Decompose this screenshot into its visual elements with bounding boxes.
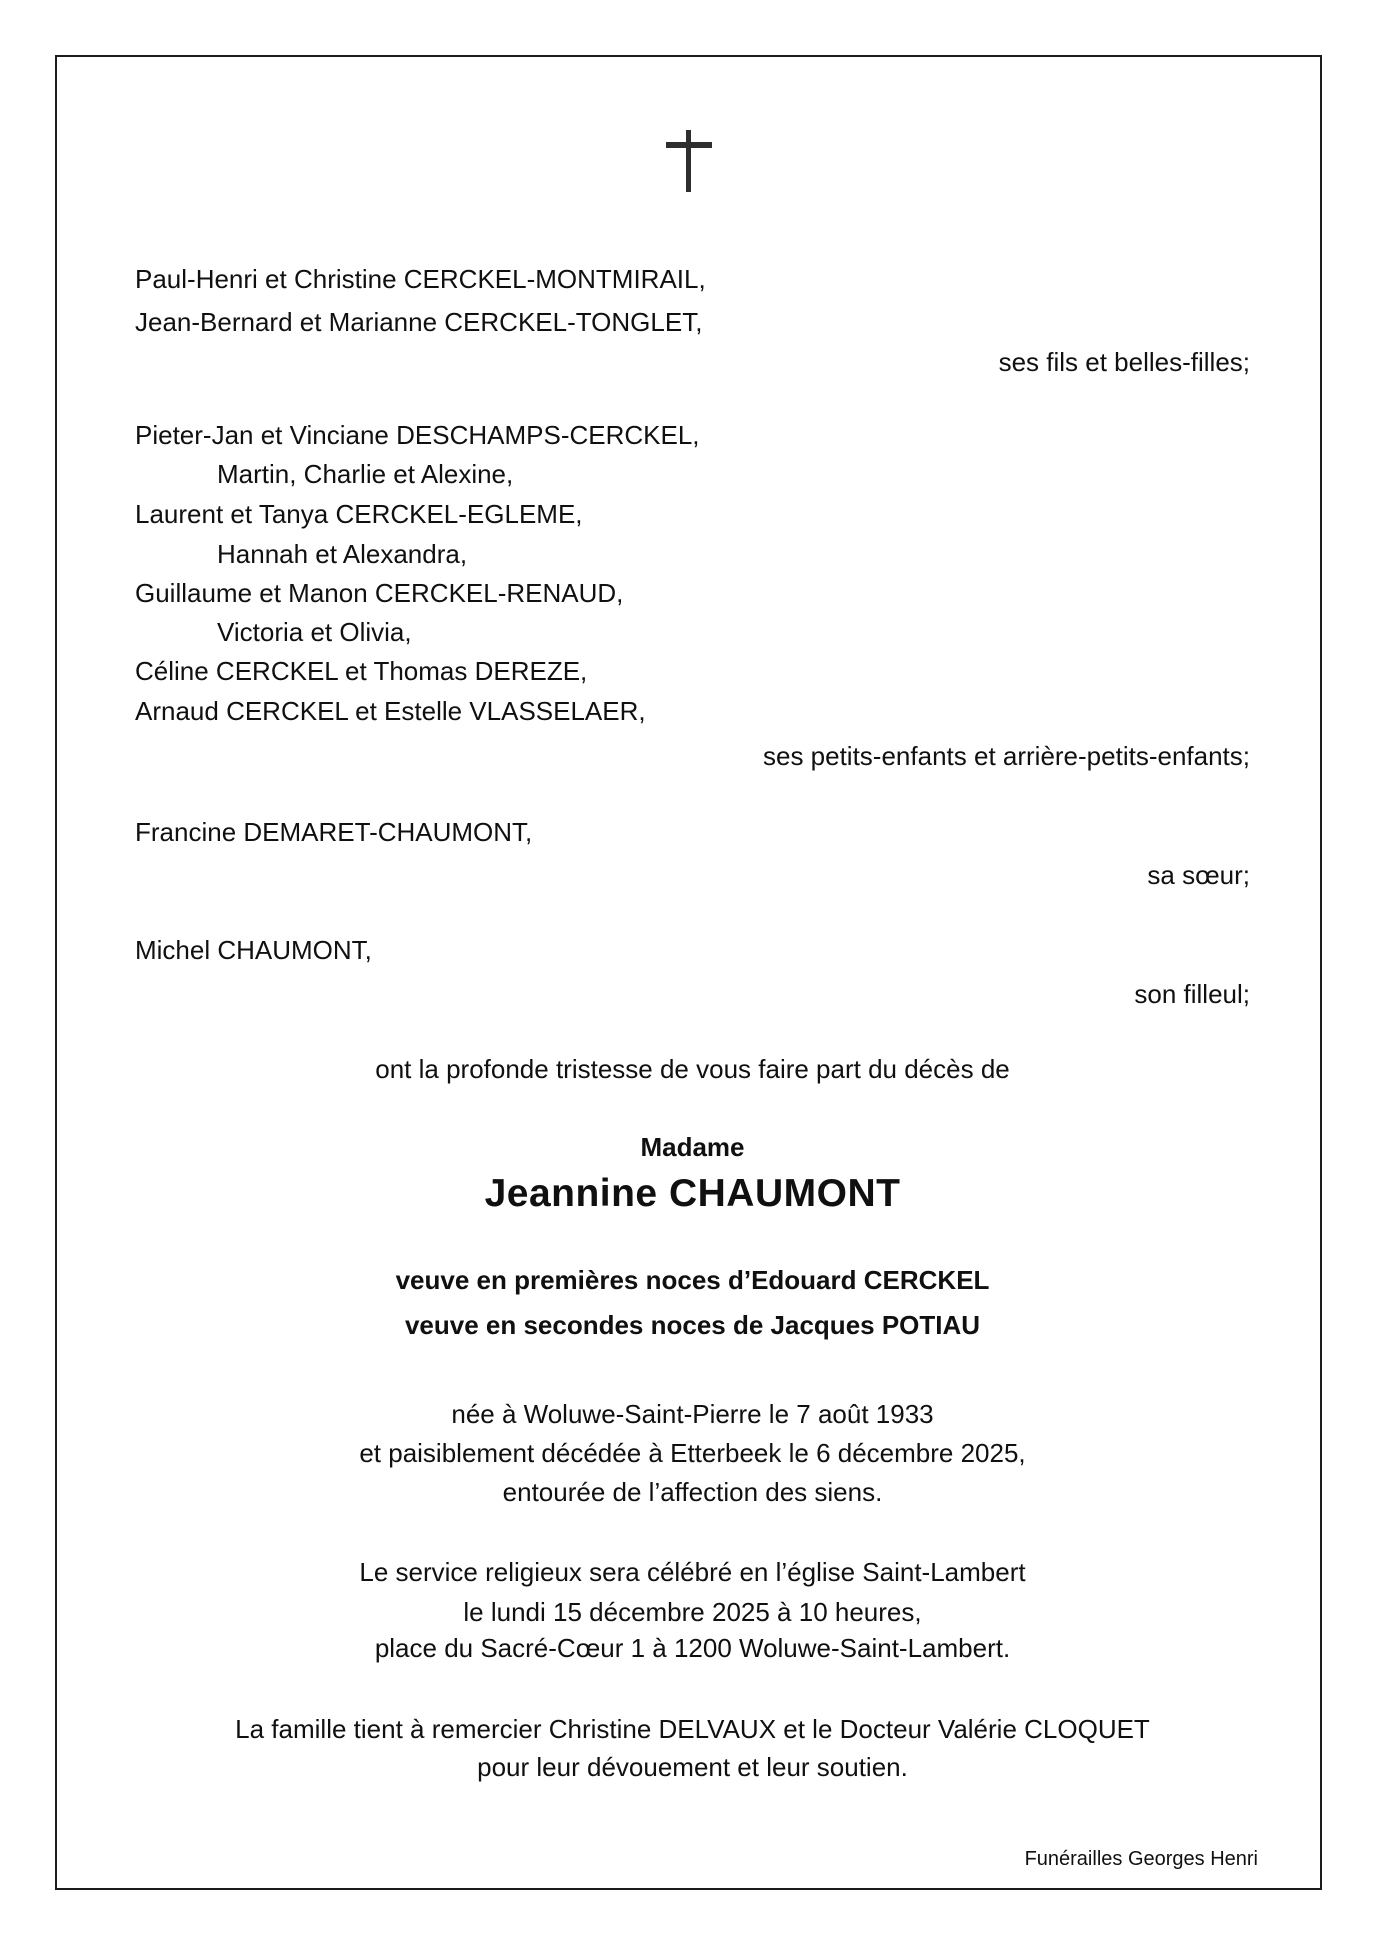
mourner-line: Jean-Bernard et Marianne CERCKEL-TONGLET,: [135, 307, 703, 337]
announcement-intro: ont la profonde tristesse de vous faire part du décès de: [375, 1054, 1010, 1084]
mourner-line: Arnaud CERCKEL et Estelle VLASSELAER,: [135, 696, 646, 726]
mourner-line: Martin, Charlie et Alexine,: [217, 459, 514, 489]
mourner-line: Hannah et Alexandra,: [217, 539, 468, 569]
deceased-title: Madame: [640, 1132, 745, 1162]
widowhood-line: veuve en secondes noces de Jacques POTIAU: [404, 1310, 981, 1340]
mourner-line: Paul-Henri et Christine CERCKEL-MONTMIRAIL,: [135, 264, 706, 294]
service-datetime: lundi 15 décembre 2025 à 10 heures: [490, 1597, 915, 1627]
life-line: entourée de l’affection des siens.: [502, 1477, 883, 1507]
service-line: place du Sacré-Cœur 1 à 1200 Woluwe-Saint-Lambert.: [374, 1633, 1011, 1663]
service-suffix: ,: [914, 1597, 922, 1627]
relation-label-grandchildren: ses petits-enfants et arrière-petits-enfants;: [762, 741, 1250, 771]
service-prefix: le: [463, 1597, 491, 1627]
thanks-line: La famille tient à remercier Christine DELVAUX et le Docteur Valérie CLOQUET: [235, 1714, 1150, 1744]
deceased-name: Jeannine CHAUMONT: [484, 1172, 901, 1215]
widowhood-line: veuve en premières noces d’Edouard CERCKEL: [395, 1265, 990, 1295]
mourner-line: Pieter-Jan et Vinciane DESCHAMPS-CERCKEL,: [135, 420, 700, 450]
mourner-line: Victoria et Olivia,: [217, 617, 412, 647]
service-line: Le service religieux sera célébré en l’église Saint-Lambert: [359, 1557, 1026, 1587]
life-line: et paisiblement décédée à Etterbeek le 6 décembre 2025,: [359, 1438, 1026, 1468]
cross-container: [57, 130, 1320, 194]
mourner-line: Céline CERCKEL et Thomas DEREZE,: [135, 656, 588, 686]
thanks-line: pour leur dévouement et leur soutien.: [477, 1752, 908, 1782]
relation-label-godson: son filleul;: [1134, 979, 1250, 1009]
relation-label-sons: ses fils et belles-filles;: [998, 347, 1250, 377]
mourner-line: Guillaume et Manon CERCKEL-RENAUD,: [135, 578, 624, 608]
document-border: [55, 55, 1322, 1890]
service-line-datetime: [135, 1596, 1250, 1628]
latin-cross-icon: [666, 130, 712, 192]
mourner-line: Francine DEMARET-CHAUMONT,: [135, 817, 533, 847]
mourner-line: Laurent et Tanya CERCKEL-EGLEME,: [135, 499, 583, 529]
mourner-line: Michel CHAUMONT,: [135, 935, 372, 965]
life-line: née à Woluwe-Saint-Pierre le 7 août 1933: [451, 1399, 934, 1429]
relation-label-sister: sa sœur;: [1147, 860, 1250, 890]
funeral-home-signature: Funérailles Georges Henri: [1024, 1848, 1258, 1870]
